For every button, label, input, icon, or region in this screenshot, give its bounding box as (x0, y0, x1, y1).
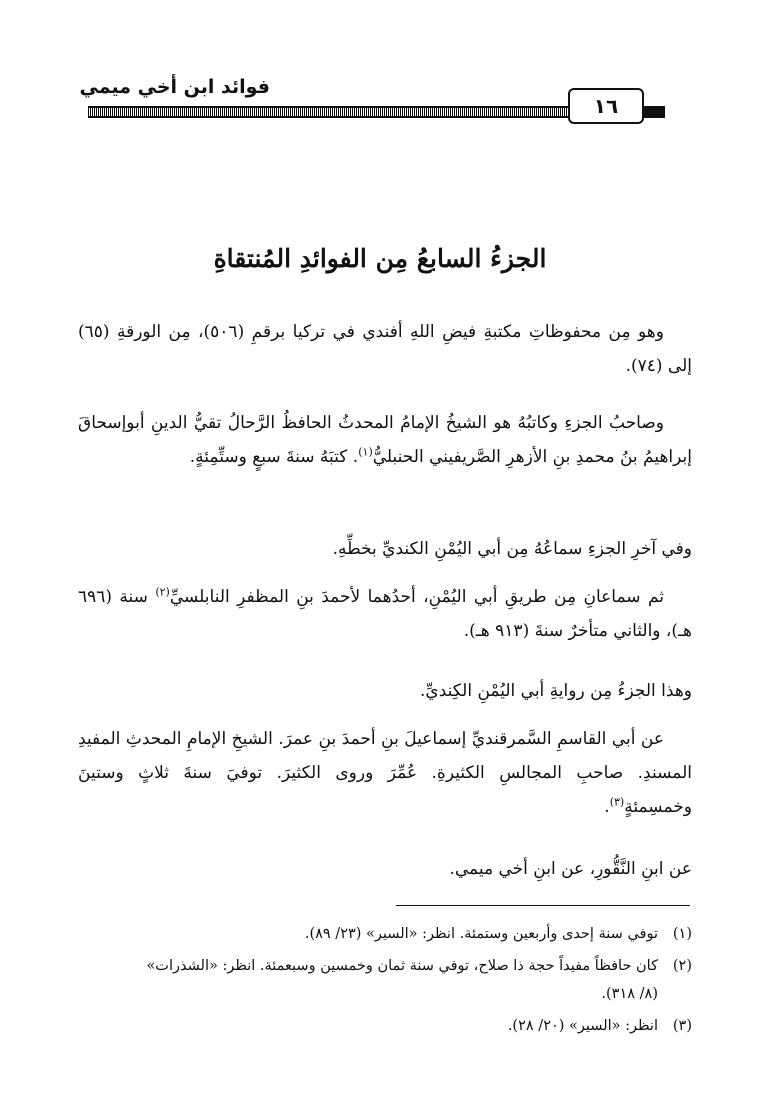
paragraph-text: . (604, 797, 610, 817)
footnote-marker: (١) (358, 445, 373, 459)
footnote-2 (78, 952, 692, 1008)
paragraph-text: عن ابنِ النَّقُّورِ، عن ابنِ أخي ميمي. (449, 859, 692, 879)
paragraph-author (78, 406, 692, 474)
paragraph-audition-note (333, 532, 692, 566)
footnote-text: توفي سنة إحدى وأربعين وستمئة. انظر: «السير» (٢٣/ ٨٩). (304, 926, 658, 942)
footnote-1 (78, 920, 692, 948)
paragraph-two-auditions (78, 580, 692, 648)
paragraph-riwaya (420, 674, 692, 708)
paragraph-text: وهذا الجزءُ مِن روايةِ أبي اليُمْنِ الكِنديِّ. (419, 681, 692, 701)
paragraph-text: وهو مِن محفوظاتِ مكتبةِ فيضِ اللهِ أفندي في تركيا برقمِ (٥٠٦)، مِن الورقةِ (٦٥) إلى (٧٤). (78, 322, 692, 376)
footnote-text: انظر: «السير» (٢٠/ ٢٨). (507, 1018, 658, 1034)
footnote-text: كان حافظاً مفيداً حجة ذا صلاح، توفي سنة ثمان وخمسين وسبعمئة. انظر: «الشذرات» (146, 958, 658, 974)
paragraph-text: وفي آخرِ الجزءِ سماعُهُ مِن أبي اليُمْنِ الكنديِّ بخطِّهِ. (332, 539, 692, 559)
footnote-continuation: (٨/ ٣١٨). (601, 986, 658, 1002)
header-rule-cap (645, 106, 665, 118)
paragraph-text: ثم سماعانِ مِن طريقِ أبي اليُمْنِ، أحدُهما لأحمدَ بنِ المظفرِ النابلسيِّ (169, 587, 664, 607)
footnote-number: (٣) (672, 1018, 692, 1034)
section-title: الجزءُ السابعُ مِن الفوائدِ المُنتقاةِ (213, 244, 547, 273)
footnote-number: (١) (672, 926, 692, 942)
paragraph-text: . كتبَهُ سنةَ سبعٍ وستِّمِئةٍ. (189, 447, 359, 467)
footnote-number: (٢) (672, 958, 692, 974)
footnote-separator (396, 905, 690, 906)
page-number: ١٦ (593, 94, 619, 118)
paragraph-ibn-naqqur (449, 852, 692, 886)
paragraph-manuscript-source (78, 315, 692, 383)
paragraph-text: وصاحبُ الجزءِ وكاتبُهُ هو الشيخُ الإمامُ المحدثُ الحافظُ الرَّحالُ تقيُّ الدينِ أبوإسحاقَ إبراهيمُ بنُ محمدِ بنِ الأزهرِ الصَّريفيني الحنبليُّ (78, 413, 692, 467)
page-number-box (568, 88, 644, 124)
paragraph-text: عن أبي القاسمِ السَّمرقنديِّ إسماعيلَ بنِ أحمدَ بنِ عمرَ. الشيخِ الإمامِ المحدثِ المفيدِ المسندِ. صاحبِ المجالسِ الكثيرةِ. عُمِّرَ وروى الكثيرَ. توفيَ سنةَ ثلاثٍ وستينَ وخمسِمئةٍ (78, 729, 692, 817)
footnote-marker: (٣) (609, 795, 625, 809)
paragraph-samarqandi (78, 722, 692, 824)
footnote-3 (78, 1012, 692, 1040)
footnote-marker: (٢) (155, 585, 170, 599)
running-header-title: فوائد ابن أخي ميمي (79, 76, 270, 98)
paragraph-text: سنة (٦٩٦ هـ)، والثاني متأخرٌ سنةَ (٩١٣ هـ). (78, 587, 692, 641)
